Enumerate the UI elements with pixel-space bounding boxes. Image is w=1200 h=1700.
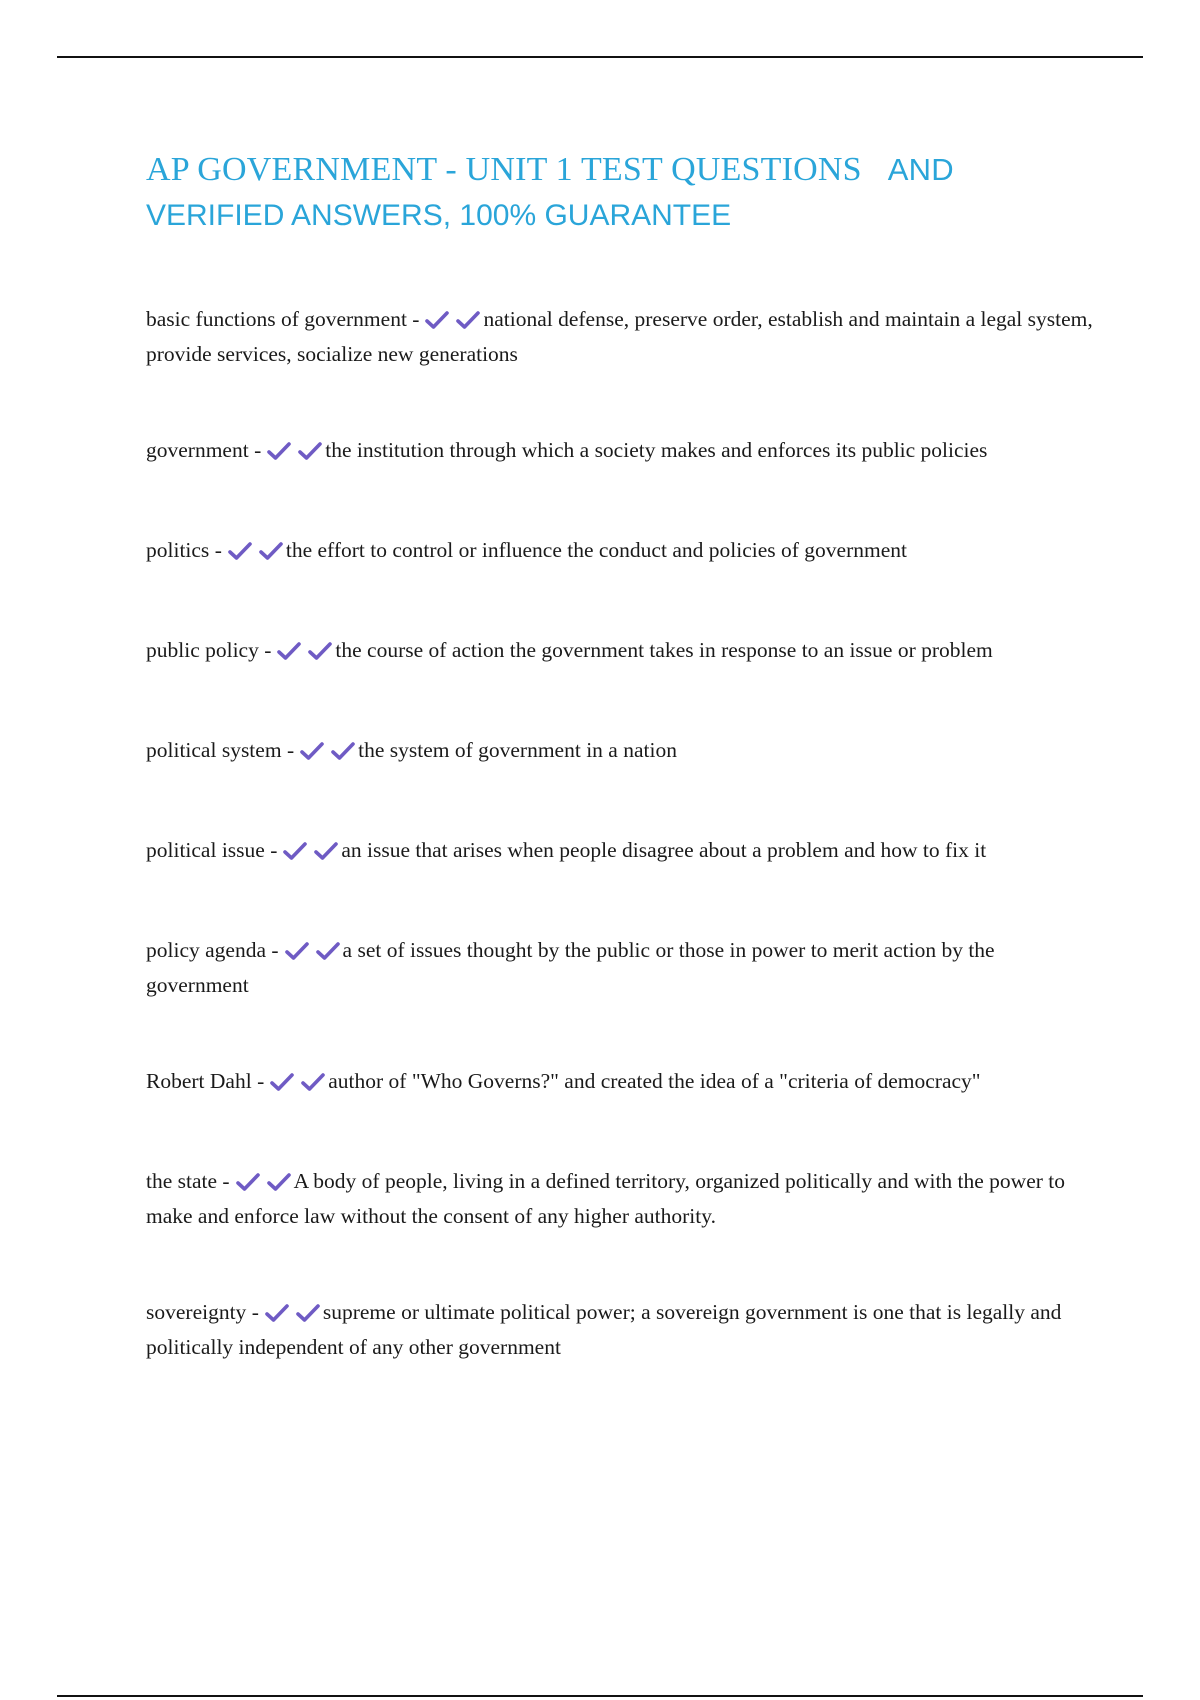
flashcard-entry: [146, 735, 1096, 770]
answer-checks: [277, 639, 332, 670]
entry-term: basic functions of government: [146, 307, 407, 331]
entry-term: government: [146, 438, 249, 462]
flashcard-entry: [146, 835, 1096, 870]
flashcard-entry: [146, 1297, 1096, 1363]
entry-term: politics: [146, 538, 210, 562]
checkmark-icon: [316, 941, 340, 961]
entry-separator: -: [270, 838, 278, 862]
entry-separator: -: [254, 438, 262, 462]
checkmark-icon: [425, 310, 449, 330]
checkmark-icon: [236, 1172, 260, 1192]
flashcard-entry: [146, 1166, 1096, 1232]
checkmark-icon: [301, 1072, 325, 1092]
flashcard-entry: [146, 635, 1096, 670]
answer-checks: [265, 1301, 320, 1332]
checkmark-icon: [270, 1072, 294, 1092]
flashcard-entry: [146, 1066, 1096, 1101]
entry-separator: -: [412, 307, 420, 331]
entry-definition: national defense, preserve order, establish and maintain a legal system, provide services, socialize new generations: [146, 307, 1093, 366]
flashcard-entry: [146, 435, 1096, 470]
flashcard-entry: [146, 304, 1096, 370]
checkmark-icon: [283, 841, 307, 861]
entry-separator: -: [214, 538, 222, 562]
answer-checks: [236, 1170, 291, 1201]
entry-separator: -: [257, 1069, 265, 1093]
checkmark-icon: [267, 441, 291, 461]
entry-definition: author of "Who Governs?" and created the idea of a "criteria of democracy": [328, 1069, 981, 1093]
checkmark-icon: [228, 541, 252, 561]
flashcard-list: [146, 304, 1096, 1428]
entry-definition: the course of action the government takes in response to an issue or problem: [335, 638, 993, 662]
title-line-1: [146, 146, 1106, 194]
entry-term: the state: [146, 1169, 218, 1193]
entry-definition: an issue that arises when people disagree about a problem and how to fix it: [341, 838, 987, 862]
flashcard-entry: [146, 935, 1096, 1001]
answer-checks: [283, 839, 338, 870]
title-line-1-text: AP GOVERNMENT - UNIT 1 TEST QUESTIONS: [146, 151, 862, 188]
entry-term: political issue: [146, 838, 265, 862]
title-line-2: VERIFIED ANSWERS, 100% GUARANTEE: [146, 199, 732, 232]
answer-checks: [425, 308, 480, 339]
entry-term: sovereignty: [146, 1300, 247, 1324]
entry-term: political system: [146, 738, 282, 762]
entry-definition: a set of issues thought by the public or those in power to merit action by the government: [146, 938, 995, 997]
entry-definition: the effort to control or influence the conduct and policies of government: [285, 538, 907, 562]
answer-checks: [285, 939, 340, 970]
answer-checks: [228, 539, 283, 570]
checkmark-icon: [314, 841, 338, 861]
entry-definition: the system of government in a nation: [358, 738, 677, 762]
checkmark-icon: [456, 310, 480, 330]
top-rule: [57, 56, 1143, 58]
entry-definition: supreme or ultimate political power; a sovereign government is one that is legally and politically independent of any other government: [146, 1300, 1062, 1359]
answer-checks: [300, 739, 355, 770]
checkmark-icon: [267, 1172, 291, 1192]
checkmark-icon: [298, 441, 322, 461]
entry-term: public policy: [146, 638, 259, 662]
entry-definition: A body of people, living in a defined territory, organized politically and with the power to make and enforce law without the consent of any higher authority.: [146, 1169, 1066, 1228]
answer-checks: [270, 1070, 325, 1101]
checkmark-icon: [300, 741, 324, 761]
checkmark-icon: [265, 1303, 289, 1323]
checkmark-icon: [296, 1303, 320, 1323]
checkmark-icon: [285, 941, 309, 961]
checkmark-icon: [259, 541, 283, 561]
entry-separator: -: [222, 1169, 230, 1193]
bottom-rule: [57, 1695, 1143, 1697]
page-title: [146, 146, 1106, 238]
flashcard-entry: [146, 535, 1096, 570]
entry-term: policy agenda: [146, 938, 266, 962]
entry-separator: -: [286, 738, 295, 762]
checkmark-icon: [277, 641, 301, 661]
entry-separator: -: [251, 1300, 259, 1324]
entry-term: Robert Dahl: [146, 1069, 252, 1093]
answer-checks: [267, 439, 322, 470]
title-line-1-suffix: AND: [887, 152, 954, 187]
checkmark-icon: [308, 641, 332, 661]
checkmark-icon: [331, 741, 355, 761]
entry-separator: -: [264, 638, 272, 662]
entry-separator: -: [271, 938, 279, 962]
entry-definition: the institution through which a society makes and enforces its public policies: [325, 438, 988, 462]
